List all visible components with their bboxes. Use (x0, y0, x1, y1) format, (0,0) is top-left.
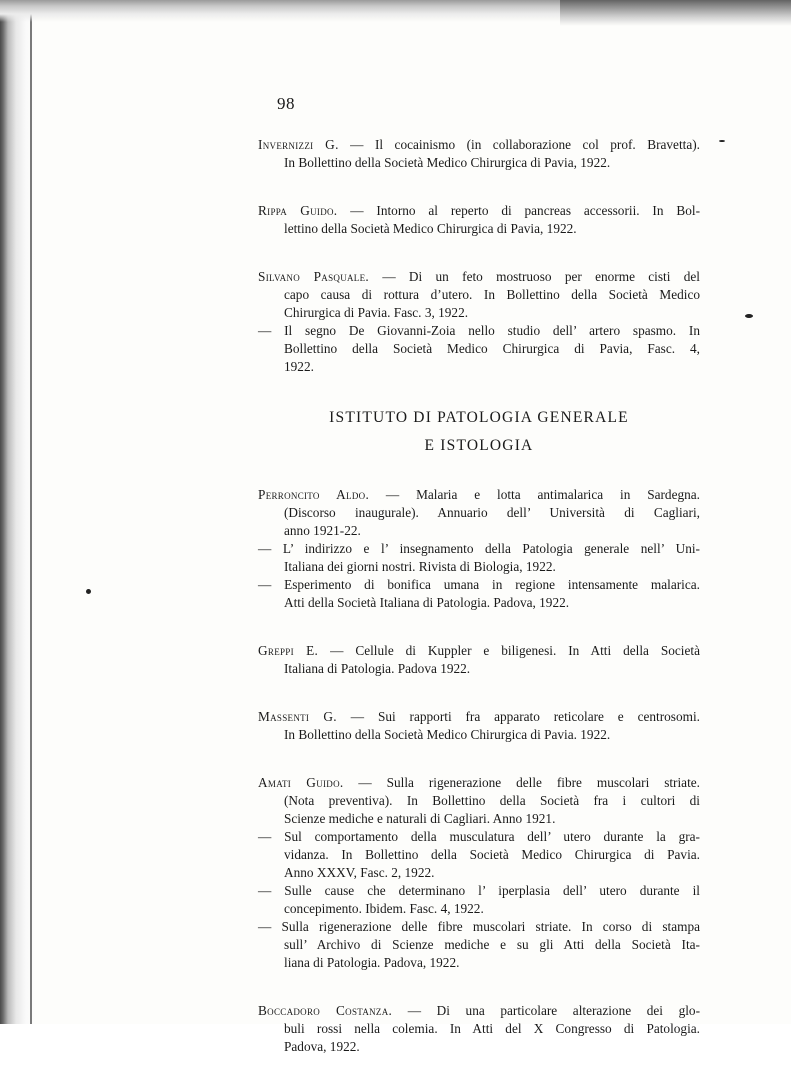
entry-line: In Bollettino della Società Medico Chirurgica di Pavia. 1922. (284, 727, 611, 742)
entry-line: 1922. (284, 359, 314, 374)
scan-speck (745, 314, 753, 318)
scan-edge-line (30, 0, 32, 1024)
entry-line: — Sulle cause che determinano l’ iperplasia dell’ utero durante il (258, 883, 700, 898)
entry-line: concepimento. Ibidem. Fasc. 4, 1922. (284, 901, 484, 916)
entry-boccadoro (258, 1002, 700, 1056)
entry-line: capo causa di rottura d’utero. In Bollettino della Società Medico (284, 287, 700, 302)
entry-line: Boccadoro Costanza. — Di una particolare alterazione dei glo- (258, 1003, 700, 1018)
entry-greppi (258, 642, 700, 678)
section-heading-line2: E ISTOLOGIA (424, 437, 534, 454)
entry-line: Perroncito Aldo. — Malaria e lotta antimalarica in Sardegna. (258, 487, 701, 502)
entry-perroncito (258, 486, 700, 612)
entry-line: Invernizzi G. — Il cocainismo (in collaborazione col prof. Bravetta). (258, 137, 700, 152)
page-number: 98 (277, 94, 295, 113)
entry-line: Rippa Guido. — Intorno al reperto di pancreas accessorii. In Bol- (258, 203, 700, 218)
entry-line: — L’ indirizzo e l’ insegnamento della Patologia generale nell’ Uni- (258, 541, 700, 556)
entry-rippa (258, 202, 700, 238)
entry-line: Atti della Società Italiana di Patologia. Padova, 1922. (284, 595, 570, 610)
entry-line: lettino della Società Medico Chirurgica di Pavia, 1922. (284, 221, 577, 236)
entry-author: Silvano Pasquale. (258, 269, 370, 284)
entry-line: Italiana dei giorni nostri. Rivista di Biologia, 1922. (284, 559, 556, 574)
entry-silvano (258, 268, 700, 376)
entry-line: Italiana di Patologia. Padova 1922. (284, 661, 471, 676)
entry-author: Rippa Guido. (258, 203, 338, 218)
entry-amati (258, 774, 700, 972)
entry-line: sull’ Archivo di Scienze mediche e su gli Atti della Società Ita- (284, 937, 700, 952)
entry-line: Amati Guido. — Sulla rigenerazione delle fibre muscolari striate. (258, 775, 701, 790)
entry-line: anno 1921-22. (284, 523, 361, 538)
entry-line: — Il segno De Giovanni-Zoia nello studio dell’ artero spasmo. In (258, 323, 700, 338)
entry-line: vidanza. In Bollettino della Società Medico Chirurgica di Pavia. (284, 847, 700, 862)
entry-line: liana di Patologia. Padova, 1922. (284, 955, 460, 970)
entry-invernizzi (258, 136, 700, 172)
entry-line: Bollettino della Società Medico Chirurgica di Pavia, Fasc. 4, (284, 341, 700, 356)
scan-speck (86, 589, 91, 594)
section-heading (258, 404, 700, 460)
entry-line: — Sul comportamento della musculatura dell’ utero durante la gra- (258, 829, 700, 844)
bibliography (258, 136, 700, 1086)
scan-shadow-top-right (560, 0, 791, 26)
entry-line: Silvano Pasquale. — Di un feto mostruoso per enorme cisti del (258, 269, 700, 284)
entry-author: Invernizzi G. (258, 137, 339, 152)
entry-line: Massenti G. — Sui rapporti fra apparato reticolare e centrosomi. (258, 709, 700, 724)
entry-author: Perroncito Aldo. (258, 487, 370, 502)
entry-author: Amati Guido. (258, 775, 344, 790)
entry-line: (Nota preventiva). In Bollettino della Società fra i cultori di (284, 793, 700, 808)
entry-author: Greppi E. (258, 643, 319, 658)
entry-line: In Bollettino della Società Medico Chirurgica di Pavia, 1922. (284, 155, 611, 170)
entry-line: — Esperimento di bonifica umana in regione intensamente malarica. (258, 577, 700, 592)
entry-line: Scienze mediche e naturali di Cagliari. Anno 1921. (284, 811, 556, 826)
entry-line: buli rossi nella colemia. In Atti del X Congresso di Patologia. (284, 1021, 700, 1036)
entry-line: (Discorso inaugurale). Annuario dell’ Università di Cagliari, (284, 505, 700, 520)
entry-line: Anno XXXV, Fasc. 2, 1922. (284, 865, 435, 880)
entry-line: Padova, 1922. (284, 1039, 360, 1054)
entry-author: Boccadoro Costanza. (258, 1003, 393, 1018)
scan-speck (719, 140, 725, 142)
entry-line: Chirurgica di Pavia. Fasc. 3, 1922. (284, 305, 469, 320)
entry-author: Massenti G. (258, 709, 337, 724)
entry-line: — Sulla rigenerazione delle fibre muscolari striate. In corso di stampa (258, 919, 700, 934)
entry-line: Greppi E. — Cellule di Kuppler e biligenesi. In Atti della Società (258, 643, 700, 658)
entry-massenti (258, 708, 700, 744)
section-heading-line1: ISTITUTO DI PATOLOGIA GENERALE (329, 409, 629, 426)
